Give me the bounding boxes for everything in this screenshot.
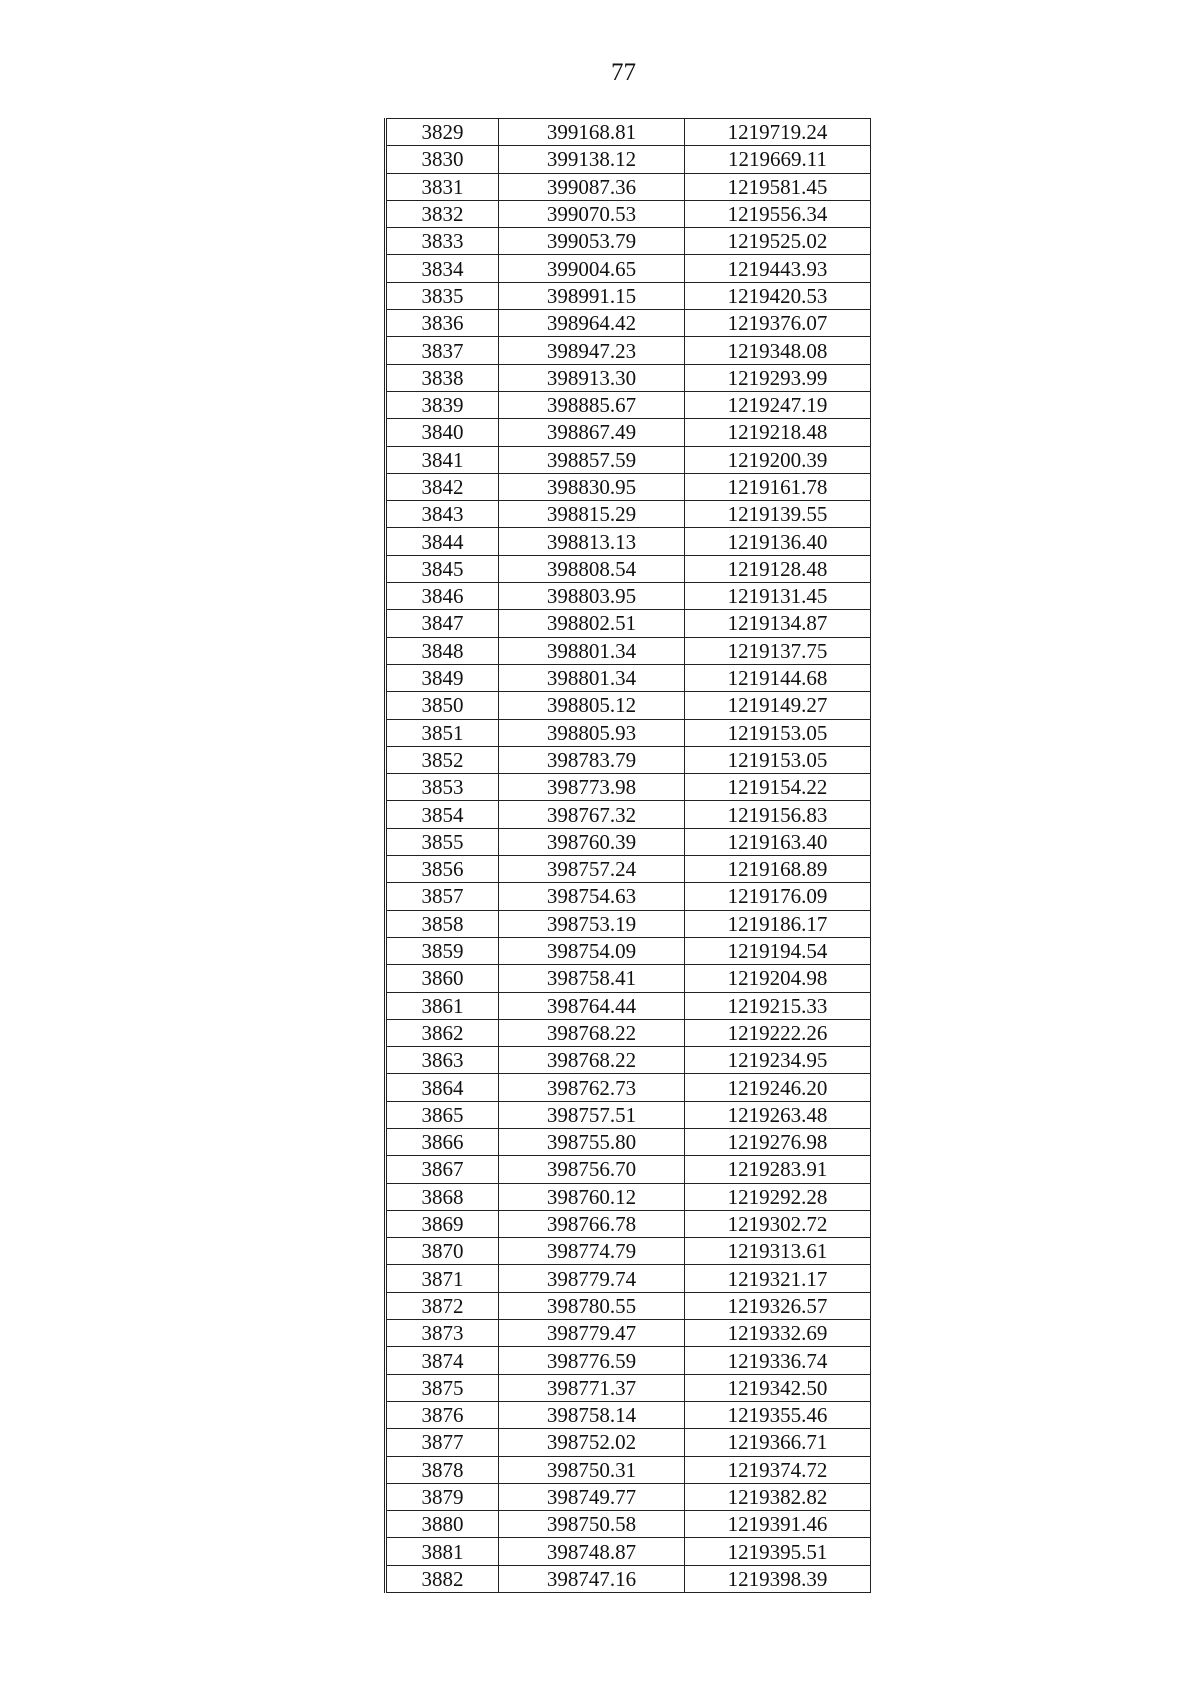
x-coordinate-cell: 398783.79: [499, 746, 685, 773]
y-coordinate-cell: 1219398.39: [685, 1565, 871, 1592]
y-coordinate-cell: 1219163.40: [685, 828, 871, 855]
x-coordinate-cell: 398758.41: [499, 965, 685, 992]
table-row: [386, 228, 871, 255]
x-coordinate-cell: 398773.98: [499, 774, 685, 801]
x-coordinate-cell: 398815.29: [499, 501, 685, 528]
x-coordinate-cell: 398808.54: [499, 555, 685, 582]
x-coordinate-cell: 398801.34: [499, 664, 685, 691]
x-coordinate-cell: 399138.12: [499, 146, 685, 173]
point-number-cell: 3873: [386, 1320, 499, 1347]
point-number-cell: 3874: [386, 1347, 499, 1374]
point-number-cell: 3879: [386, 1483, 499, 1510]
x-coordinate-cell: 398779.47: [499, 1320, 685, 1347]
x-coordinate-cell: 398802.51: [499, 610, 685, 637]
table-row: [386, 1047, 871, 1074]
y-coordinate-cell: 1219321.17: [685, 1265, 871, 1292]
x-coordinate-cell: 398758.14: [499, 1401, 685, 1428]
coordinates-table-body: [386, 119, 871, 1593]
table-row: [386, 337, 871, 364]
table-row: [386, 910, 871, 937]
table-row: [386, 364, 871, 391]
point-number-cell: 3870: [386, 1238, 499, 1265]
x-coordinate-cell: 398830.95: [499, 473, 685, 500]
table-row: [386, 1538, 871, 1565]
point-number-cell: 3881: [386, 1538, 499, 1565]
table-row: [386, 1238, 871, 1265]
y-coordinate-cell: 1219292.28: [685, 1183, 871, 1210]
table-row: [386, 1483, 871, 1510]
x-coordinate-cell: 398776.59: [499, 1347, 685, 1374]
y-coordinate-cell: 1219168.89: [685, 856, 871, 883]
point-number-cell: 3867: [386, 1156, 499, 1183]
point-number-cell: 3858: [386, 910, 499, 937]
x-coordinate-cell: 398779.74: [499, 1265, 685, 1292]
y-coordinate-cell: 1219186.17: [685, 910, 871, 937]
x-coordinate-cell: 399168.81: [499, 119, 685, 146]
table-row: [386, 937, 871, 964]
table-row: [386, 119, 871, 146]
table-row: [386, 1511, 871, 1538]
point-number-cell: 3869: [386, 1210, 499, 1237]
point-number-cell: 3847: [386, 610, 499, 637]
x-coordinate-cell: 398757.51: [499, 1101, 685, 1128]
table-row: [386, 282, 871, 309]
table-row: [386, 1074, 871, 1101]
y-coordinate-cell: 1219234.95: [685, 1047, 871, 1074]
table-row: [386, 391, 871, 418]
page-number: 77: [611, 59, 636, 86]
y-coordinate-cell: 1219218.48: [685, 419, 871, 446]
point-number-cell: 3838: [386, 364, 499, 391]
y-coordinate-cell: 1219263.48: [685, 1101, 871, 1128]
x-coordinate-cell: 398991.15: [499, 282, 685, 309]
y-coordinate-cell: 1219283.91: [685, 1156, 871, 1183]
table-row: [386, 1019, 871, 1046]
point-number-cell: 3868: [386, 1183, 499, 1210]
x-coordinate-cell: 398748.87: [499, 1538, 685, 1565]
point-number-cell: 3845: [386, 555, 499, 582]
table-row: [386, 1292, 871, 1319]
point-number-cell: 3834: [386, 255, 499, 282]
point-number-cell: 3831: [386, 173, 499, 200]
point-number-cell: 3876: [386, 1401, 499, 1428]
y-coordinate-cell: 1219156.83: [685, 801, 871, 828]
table-row: [386, 1128, 871, 1155]
y-coordinate-cell: 1219276.98: [685, 1128, 871, 1155]
table-row: [386, 746, 871, 773]
table-row: [386, 610, 871, 637]
y-coordinate-cell: 1219313.61: [685, 1238, 871, 1265]
x-coordinate-cell: 398857.59: [499, 446, 685, 473]
y-coordinate-cell: 1219376.07: [685, 310, 871, 337]
point-number-cell: 3839: [386, 391, 499, 418]
x-coordinate-cell: 398771.37: [499, 1374, 685, 1401]
table-row: [386, 501, 871, 528]
table-row: [386, 692, 871, 719]
point-number-cell: 3837: [386, 337, 499, 364]
point-number-cell: 3852: [386, 746, 499, 773]
x-coordinate-cell: 399004.65: [499, 255, 685, 282]
y-coordinate-cell: 1219391.46: [685, 1511, 871, 1538]
y-coordinate-cell: 1219154.22: [685, 774, 871, 801]
coordinates-table: [384, 118, 871, 1593]
x-coordinate-cell: 398755.80: [499, 1128, 685, 1155]
table-row: [386, 856, 871, 883]
point-number-cell: 3840: [386, 419, 499, 446]
x-coordinate-cell: 398760.39: [499, 828, 685, 855]
x-coordinate-cell: 398913.30: [499, 364, 685, 391]
table-row: [386, 1401, 871, 1428]
y-coordinate-cell: 1219128.48: [685, 555, 871, 582]
point-number-cell: 3851: [386, 719, 499, 746]
point-number-cell: 3861: [386, 992, 499, 1019]
x-coordinate-cell: 398964.42: [499, 310, 685, 337]
x-coordinate-cell: 398813.13: [499, 528, 685, 555]
table-row: [386, 965, 871, 992]
point-number-cell: 3836: [386, 310, 499, 337]
y-coordinate-cell: 1219302.72: [685, 1210, 871, 1237]
x-coordinate-cell: 398752.02: [499, 1429, 685, 1456]
point-number-cell: 3860: [386, 965, 499, 992]
point-number-cell: 3871: [386, 1265, 499, 1292]
x-coordinate-cell: 398750.31: [499, 1456, 685, 1483]
y-coordinate-cell: 1219176.09: [685, 883, 871, 910]
point-number-cell: 3872: [386, 1292, 499, 1319]
point-number-cell: 3833: [386, 228, 499, 255]
y-coordinate-cell: 1219556.34: [685, 200, 871, 227]
y-coordinate-cell: 1219139.55: [685, 501, 871, 528]
table-row: [386, 255, 871, 282]
y-coordinate-cell: 1219348.08: [685, 337, 871, 364]
x-coordinate-cell: 398754.63: [499, 883, 685, 910]
x-coordinate-cell: 398805.93: [499, 719, 685, 746]
table-row: [386, 1374, 871, 1401]
point-number-cell: 3832: [386, 200, 499, 227]
point-number-cell: 3842: [386, 473, 499, 500]
table-row: [386, 883, 871, 910]
y-coordinate-cell: 1219136.40: [685, 528, 871, 555]
table-row: [386, 1210, 871, 1237]
y-coordinate-cell: 1219204.98: [685, 965, 871, 992]
x-coordinate-cell: 398801.34: [499, 637, 685, 664]
y-coordinate-cell: 1219581.45: [685, 173, 871, 200]
y-coordinate-cell: 1219332.69: [685, 1320, 871, 1347]
x-coordinate-cell: 399053.79: [499, 228, 685, 255]
y-coordinate-cell: 1219355.46: [685, 1401, 871, 1428]
table-row: [386, 1265, 871, 1292]
y-coordinate-cell: 1219194.54: [685, 937, 871, 964]
x-coordinate-cell: 398764.44: [499, 992, 685, 1019]
point-number-cell: 3844: [386, 528, 499, 555]
table-row: [386, 419, 871, 446]
x-coordinate-cell: 398757.24: [499, 856, 685, 883]
table-row: [386, 446, 871, 473]
point-number-cell: 3878: [386, 1456, 499, 1483]
table-row: [386, 1320, 871, 1347]
point-number-cell: 3862: [386, 1019, 499, 1046]
table-row: [386, 637, 871, 664]
x-coordinate-cell: 398867.49: [499, 419, 685, 446]
point-number-cell: 3850: [386, 692, 499, 719]
x-coordinate-cell: 399087.36: [499, 173, 685, 200]
x-coordinate-cell: 398805.12: [499, 692, 685, 719]
point-number-cell: 3829: [386, 119, 499, 146]
y-coordinate-cell: 1219134.87: [685, 610, 871, 637]
y-coordinate-cell: 1219144.68: [685, 664, 871, 691]
y-coordinate-cell: 1219293.99: [685, 364, 871, 391]
x-coordinate-cell: 398803.95: [499, 583, 685, 610]
x-coordinate-cell: 398754.09: [499, 937, 685, 964]
x-coordinate-cell: 398760.12: [499, 1183, 685, 1210]
table-row: [386, 774, 871, 801]
x-coordinate-cell: 398767.32: [499, 801, 685, 828]
x-coordinate-cell: 398768.22: [499, 1047, 685, 1074]
table-row: [386, 1183, 871, 1210]
y-coordinate-cell: 1219153.05: [685, 746, 871, 773]
x-coordinate-cell: 398762.73: [499, 1074, 685, 1101]
x-coordinate-cell: 398766.78: [499, 1210, 685, 1237]
table-row: [386, 1456, 871, 1483]
table-row: [386, 583, 871, 610]
point-number-cell: 3846: [386, 583, 499, 610]
table-row: [386, 473, 871, 500]
point-number-cell: 3865: [386, 1101, 499, 1128]
y-coordinate-cell: 1219246.20: [685, 1074, 871, 1101]
x-coordinate-cell: 398750.58: [499, 1511, 685, 1538]
y-coordinate-cell: 1219374.72: [685, 1456, 871, 1483]
table-row: [386, 828, 871, 855]
y-coordinate-cell: 1219382.82: [685, 1483, 871, 1510]
point-number-cell: 3880: [386, 1511, 499, 1538]
x-coordinate-cell: 398774.79: [499, 1238, 685, 1265]
table-row: [386, 1156, 871, 1183]
point-number-cell: 3843: [386, 501, 499, 528]
table-row: [386, 310, 871, 337]
point-number-cell: 3853: [386, 774, 499, 801]
y-coordinate-cell: 1219366.71: [685, 1429, 871, 1456]
table-row: [386, 664, 871, 691]
point-number-cell: 3856: [386, 856, 499, 883]
table-row: [386, 173, 871, 200]
table-row: [386, 1565, 871, 1592]
x-coordinate-cell: 398947.23: [499, 337, 685, 364]
x-coordinate-cell: 398885.67: [499, 391, 685, 418]
table-row: [386, 719, 871, 746]
point-number-cell: 3875: [386, 1374, 499, 1401]
table-row: [386, 801, 871, 828]
point-number-cell: 3866: [386, 1128, 499, 1155]
point-number-cell: 3857: [386, 883, 499, 910]
y-coordinate-cell: 1219443.93: [685, 255, 871, 282]
y-coordinate-cell: 1219420.53: [685, 282, 871, 309]
table-row: [386, 1101, 871, 1128]
y-coordinate-cell: 1219222.26: [685, 1019, 871, 1046]
point-number-cell: 3848: [386, 637, 499, 664]
point-number-cell: 3863: [386, 1047, 499, 1074]
y-coordinate-cell: 1219137.75: [685, 637, 871, 664]
point-number-cell: 3864: [386, 1074, 499, 1101]
point-number-cell: 3882: [386, 1565, 499, 1592]
table-row: [386, 555, 871, 582]
point-number-cell: 3877: [386, 1429, 499, 1456]
table-row: [386, 200, 871, 227]
point-number-cell: 3835: [386, 282, 499, 309]
x-coordinate-cell: 398756.70: [499, 1156, 685, 1183]
y-coordinate-cell: 1219149.27: [685, 692, 871, 719]
y-coordinate-cell: 1219215.33: [685, 992, 871, 1019]
point-number-cell: 3849: [386, 664, 499, 691]
y-coordinate-cell: 1219247.19: [685, 391, 871, 418]
y-coordinate-cell: 1219525.02: [685, 228, 871, 255]
x-coordinate-cell: 398749.77: [499, 1483, 685, 1510]
y-coordinate-cell: 1219326.57: [685, 1292, 871, 1319]
table-row: [386, 1347, 871, 1374]
table-row: [386, 528, 871, 555]
x-coordinate-cell: 398780.55: [499, 1292, 685, 1319]
y-coordinate-cell: 1219336.74: [685, 1347, 871, 1374]
x-coordinate-cell: 398768.22: [499, 1019, 685, 1046]
y-coordinate-cell: 1219161.78: [685, 473, 871, 500]
x-coordinate-cell: 398747.16: [499, 1565, 685, 1592]
point-number-cell: 3830: [386, 146, 499, 173]
point-number-cell: 3854: [386, 801, 499, 828]
y-coordinate-cell: 1219395.51: [685, 1538, 871, 1565]
table-row: [386, 992, 871, 1019]
point-number-cell: 3855: [386, 828, 499, 855]
point-number-cell: 3841: [386, 446, 499, 473]
x-coordinate-cell: 398753.19: [499, 910, 685, 937]
y-coordinate-cell: 1219153.05: [685, 719, 871, 746]
table-row: [386, 146, 871, 173]
table-row: [386, 1429, 871, 1456]
y-coordinate-cell: 1219342.50: [685, 1374, 871, 1401]
point-number-cell: 3859: [386, 937, 499, 964]
y-coordinate-cell: 1219719.24: [685, 119, 871, 146]
y-coordinate-cell: 1219131.45: [685, 583, 871, 610]
y-coordinate-cell: 1219669.11: [685, 146, 871, 173]
x-coordinate-cell: 399070.53: [499, 200, 685, 227]
y-coordinate-cell: 1219200.39: [685, 446, 871, 473]
